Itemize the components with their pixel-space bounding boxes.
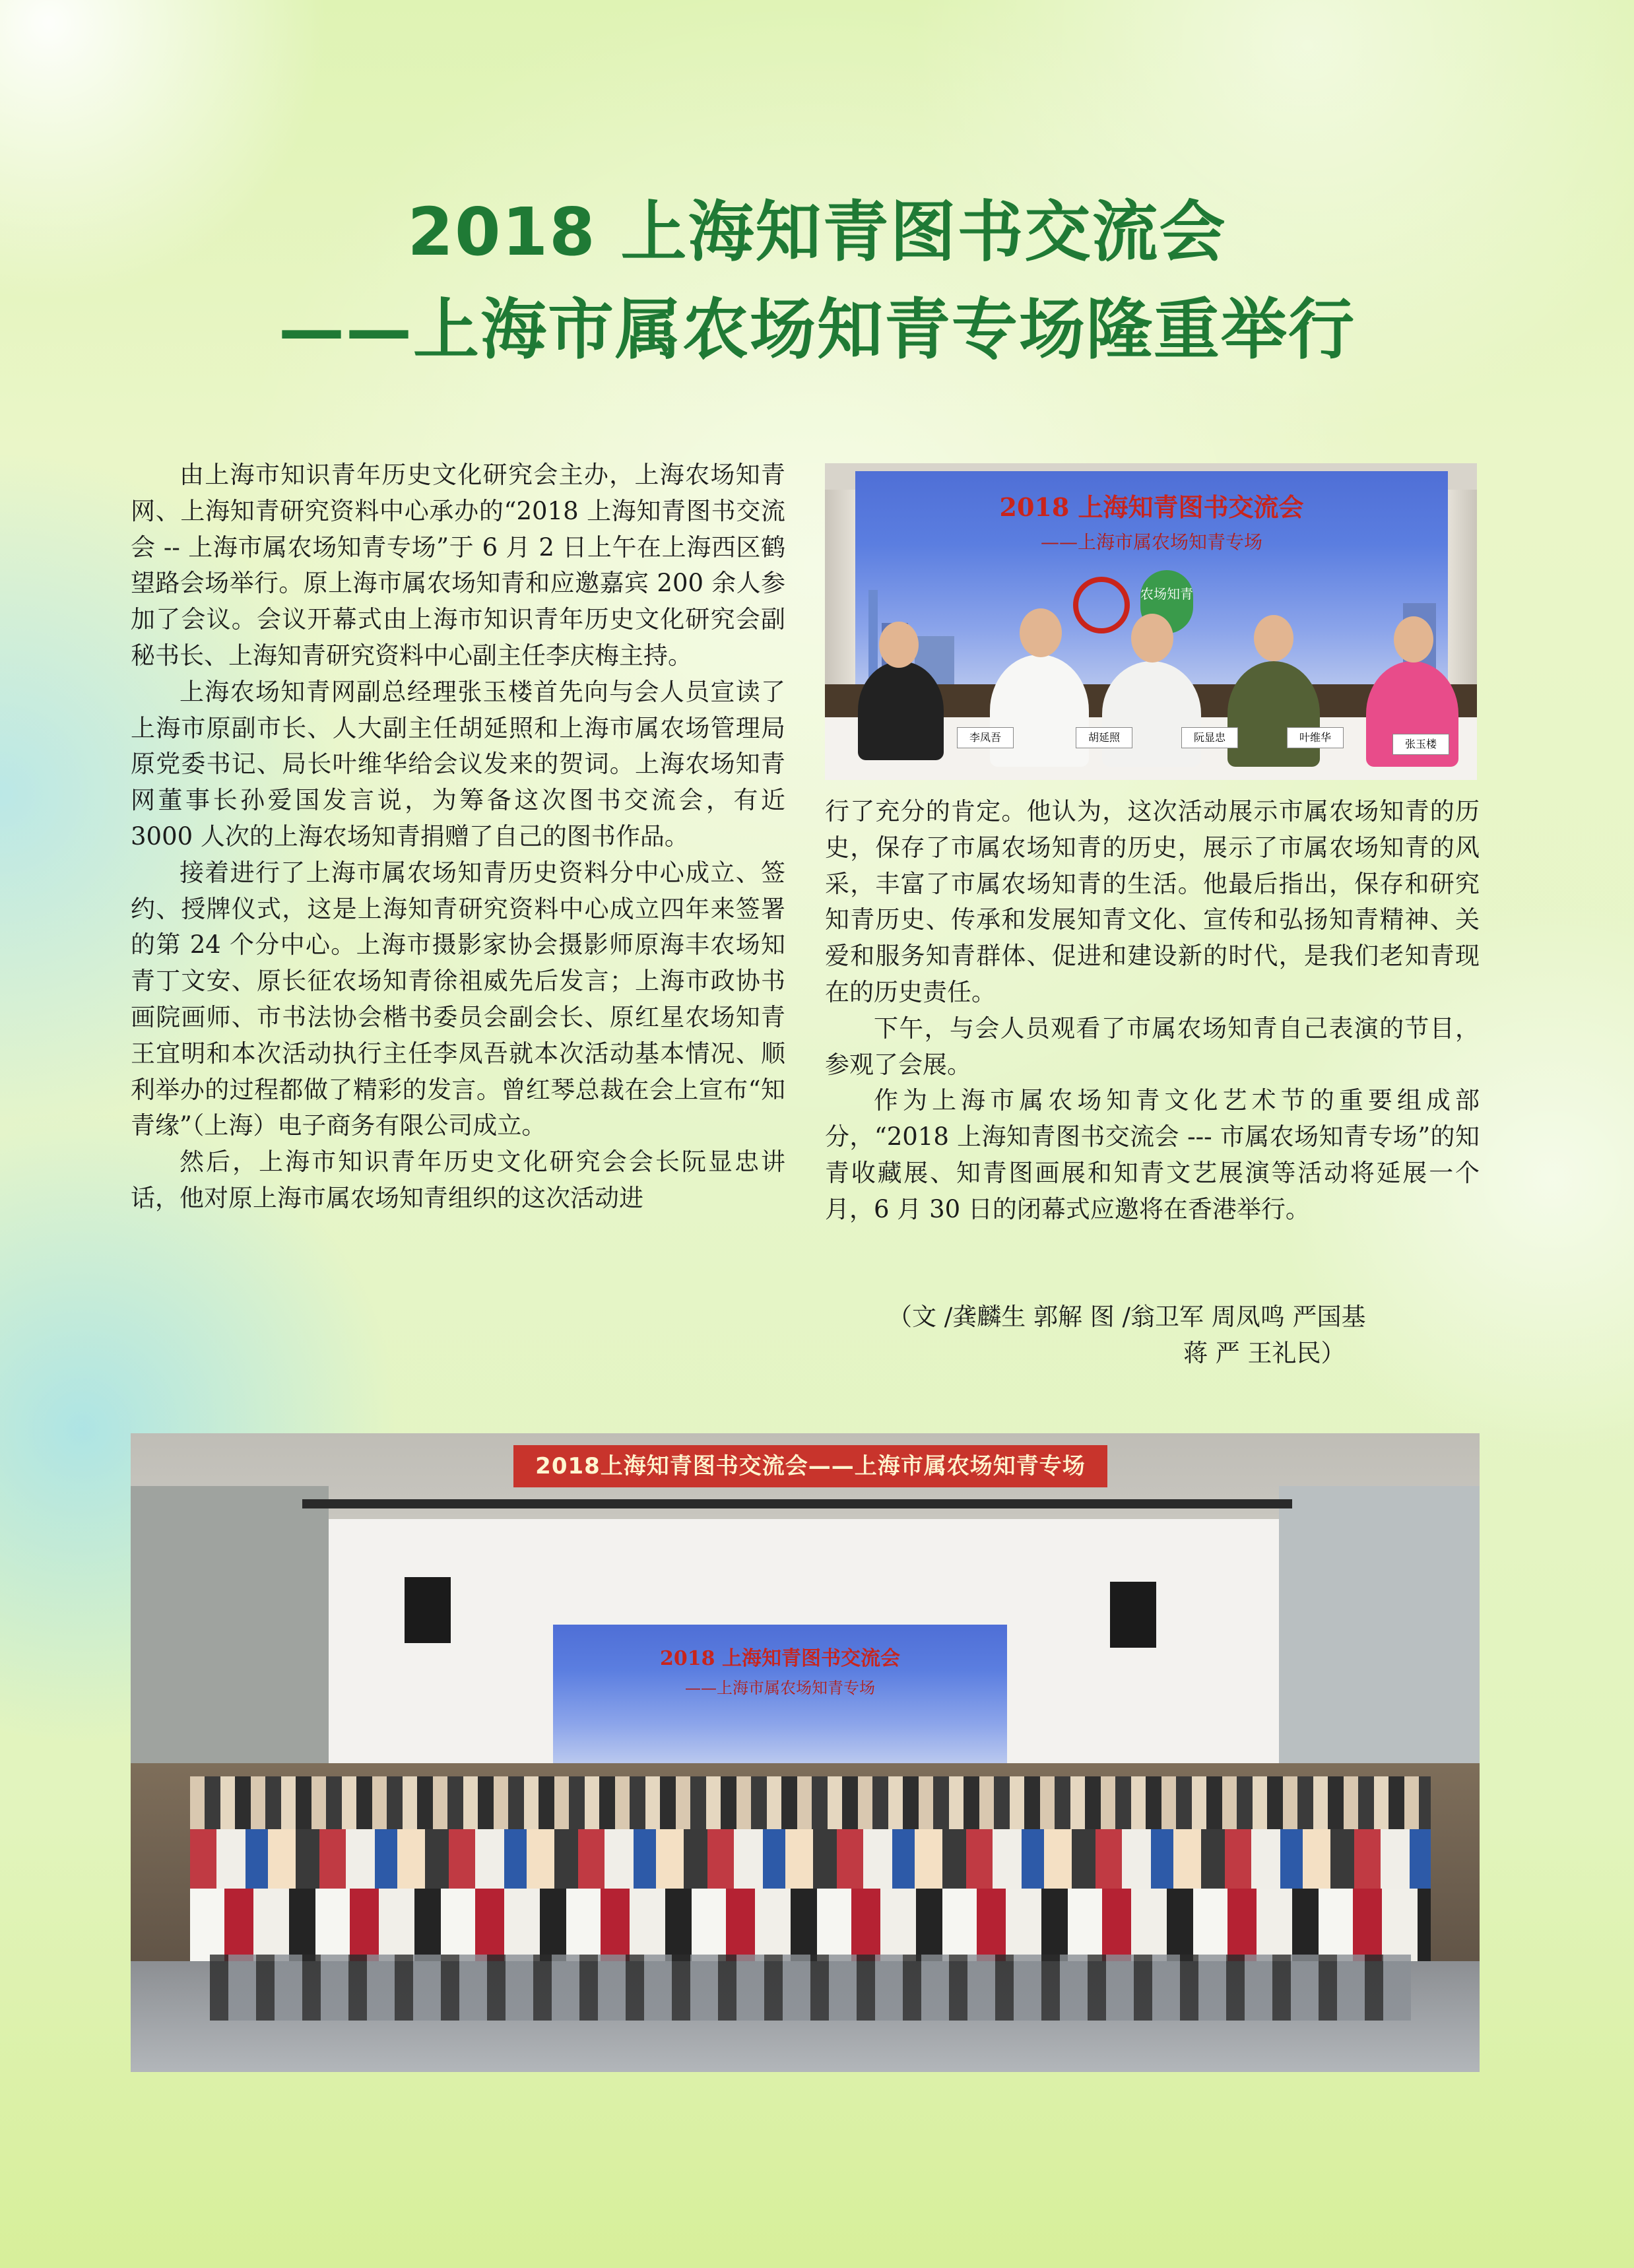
conference-stage-photo: [825, 463, 1477, 780]
farm-logo: 农场知青: [1140, 570, 1193, 633]
group-photo: [131, 1433, 1480, 2072]
photo-credit: [888, 1299, 1482, 1371]
nameplate: 李凤吾: [957, 727, 1014, 748]
screen-subtitle: ——上海市属农场知青专场: [1040, 531, 1262, 553]
paragraph: 下午，与会人员观看了市属农场知青自己表演的节目，参观了会展。: [825, 1014, 1480, 1079]
article-title: 2018 上海知青图书交流会: [407, 193, 1227, 271]
person-speaker: [858, 661, 944, 760]
paragraph: 上海农场知青网副总经理张玉楼首先向与会人员宣读了上海市原副市长、人大副主任胡延照和上海市属农场管理局原党委书记、局长叶维华给会议发来的贺词。上海农场知青网董事长孙爱国发言说，为筹备这次图书交流会，有近 3000 人次的上海农场知青捐赠了自己的图书作品。: [131, 677, 785, 851]
paragraph: 接着进行了上海市属农场知青历史资料分中心成立、签约、授牌仪式，这是上海知青研究资料中心成立四年来签署的第 24 个分中心。上海市摄影家协会摄影师原海丰农场知青丁文安、原长征农场知青徐祖威先后发言；上海市政协书画院画师、市书法协会楷书委员会副会长、原红星农场知青王宜明和本次活动执行主任李凤吾就本次活动基本情况、顺利举办的过程都做了精彩的发言。曾红琴总裁在会上宣布“知青缘”（上海）电子商务有限公司成立。: [131, 858, 785, 1140]
nameplate: 胡延照: [1076, 727, 1132, 748]
article-column-right: [825, 794, 1480, 1228]
nameplate: 阮显忠: [1181, 727, 1238, 748]
nameplate: 张玉楼: [1392, 734, 1449, 755]
paragraph: 作为上海市属农场知青文化艺术节的重要组成部分，“2018 上海知青图书交流会 --- 市属农场知青专场”的知青收藏展、知青图画展和知青文艺展演等活动将延展一个月，6 月 30 日的闭幕式应邀将在香港举行。: [825, 1086, 1480, 1223]
paragraph: 行了充分的肯定。他认为，这次活动展示市属农场知青的历史，保存了市属农场知青的历史，展示了市属农场知青的风采，丰富了市属农场知青的生活。他最后指出，保存和研究知青历史、传承和发展知青文化、宣传和弘扬知青精神、关爱和服务知青群体、促进和建设新的时代，是我们老知青现在的历史责任。: [825, 797, 1480, 1006]
screen-subtitle: ——上海市属农场知青专场: [685, 1679, 875, 1697]
article-column-left: [131, 457, 785, 1217]
screen-title: 2018 上海知青图书交流会: [660, 1647, 900, 1670]
nameplate: 叶维华: [1287, 727, 1344, 748]
paragraph: 然后，上海市知识青年历史文化研究会会长阮显忠讲话，他对原上海市属农场知青组织的这次活动进: [131, 1148, 785, 1212]
screen-title: 2018 上海知青图书交流会: [999, 492, 1304, 522]
credit-line: （文 /龚麟生 郭解 图 /翁卫军 周凤鸣 严国基: [888, 1303, 1366, 1331]
stage-screen: [553, 1625, 1007, 1776]
paragraph: 由上海市知识青年历史文化研究会主办，上海农场知青网、上海知青研究资料中心承办的“2018 上海知青图书交流会 -- 上海市属农场知青专场”于 6 月 2 日上午在上海西区鹤望路会场举行。原上海市属农场知青和应邀嘉宾 200 余人参加了会议。会议开幕式由上海市知识青年历史文化研究会副秘书长、上海知青研究资料中心副主任李庆梅主持。: [131, 461, 785, 670]
article-subtitle: ——上海市属农场知青专场隆重举行: [278, 291, 1356, 368]
credit-line: 蒋 严 王礼民）: [1183, 1339, 1346, 1367]
logo-icon: [1073, 577, 1130, 633]
event-banner: 2018上海知青图书交流会——上海市属农场知青专场: [513, 1445, 1107, 1487]
